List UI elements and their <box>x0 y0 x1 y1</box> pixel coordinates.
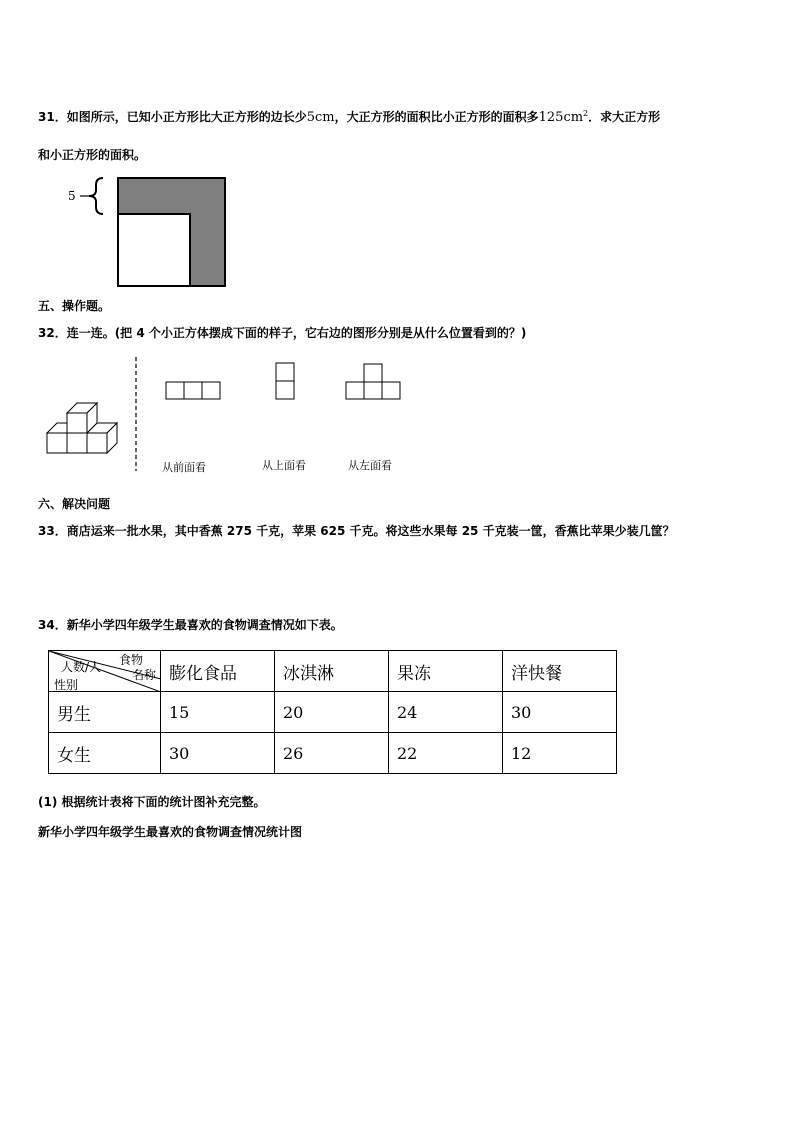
q31-square-diagram <box>78 176 228 288</box>
q34-sub1: (1) 根据统计表将下面的统计图补充完整。 <box>38 795 266 809</box>
table-row <box>49 733 617 774</box>
q31-number: 31． <box>38 110 67 124</box>
q31-area: 125cm <box>538 110 584 125</box>
column-header-jelly: 果冻 <box>389 651 503 692</box>
table-cell: 24 <box>389 692 503 733</box>
q31-text-a: 如图所示，已知小正方形比大正方形的边长少 <box>66 110 307 124</box>
front-view-shape <box>166 382 220 399</box>
table-cell: 30 <box>161 733 275 774</box>
cube-arrangement <box>47 403 117 453</box>
brace-mark <box>89 178 103 214</box>
q34-chart-title: 新华小学四年级学生最喜欢的食物调查情况统计图 <box>38 825 303 839</box>
section-5-heading: 五、操作题。 <box>38 299 111 313</box>
q32-text: 32．连一连。(把 4 个小正方体摆成下面的样子，它右边的图形分别是从什么位置看到的？) <box>38 326 527 340</box>
table-cell: 30 <box>503 692 617 733</box>
label-left-view: 从左面看 <box>348 459 392 472</box>
column-header-snacks: 膨化食品 <box>161 651 275 692</box>
q34-text: 34．新华小学四年级学生最喜欢的食物调查情况如下表。 <box>38 618 343 632</box>
corner-label-gender: 性别 <box>54 678 79 692</box>
top-view-shape <box>276 363 294 399</box>
section-6-heading: 六、解决问题 <box>38 497 111 511</box>
q31-text-c: ．求大正方形 <box>588 110 661 124</box>
q31-figure-label: 5 <box>68 189 76 203</box>
corner-label-food: 食物 <box>119 653 144 667</box>
label-top-view: 从上面看 <box>262 459 306 472</box>
row-label-girls: 女生 <box>49 733 161 774</box>
q31-area-exponent: 2 <box>583 109 589 118</box>
table-corner-cell <box>49 651 161 692</box>
left-view-shape <box>346 364 400 399</box>
row-label-boys: 男生 <box>49 692 161 733</box>
column-header-ice-cream: 冰淇淋 <box>275 651 389 692</box>
q31-length: 5cm <box>306 110 335 125</box>
table-cell: 26 <box>275 733 389 774</box>
label-front-view: 从前面看 <box>162 461 206 474</box>
table-cell: 12 <box>503 733 617 774</box>
table-cell: 15 <box>161 692 275 733</box>
q33-text: 33．商店运来一批水果，其中香蕉 275 千克，苹果 625 千克。将这些水果每 25 千克装一筐，香蕉比苹果少装几筐？ <box>38 524 675 538</box>
q31-text-b: ，大正方形的面积比小正方形的面积多 <box>334 110 539 124</box>
corner-label-name: 名称 <box>132 668 157 682</box>
small-square <box>118 214 190 286</box>
q31-line2: 和小正方形的面积。 <box>38 148 147 162</box>
table-header-row <box>49 651 617 692</box>
column-header-fast-food: 洋快餐 <box>503 651 617 692</box>
table-cell: 20 <box>275 692 389 733</box>
q31-line1 <box>38 108 660 125</box>
food-survey-table <box>48 650 617 774</box>
table-row <box>49 692 617 733</box>
table-cell: 22 <box>389 733 503 774</box>
corner-label-count: 人数/人 <box>61 660 102 674</box>
